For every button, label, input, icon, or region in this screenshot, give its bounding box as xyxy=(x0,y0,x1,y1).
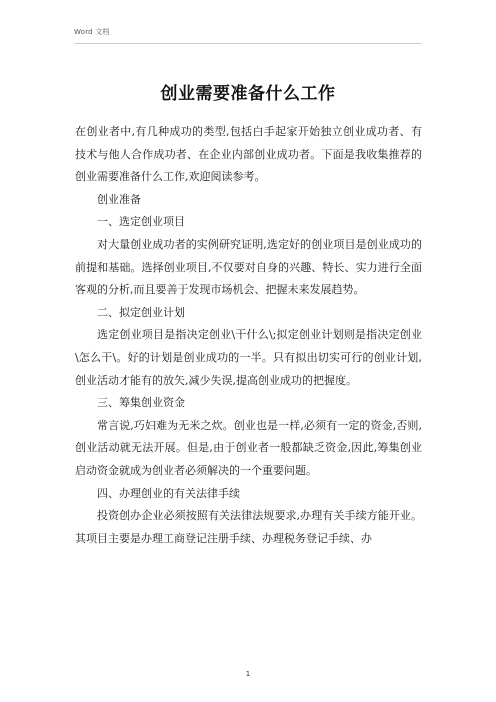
section-heading: 三、筹集创业资金 xyxy=(97,396,185,410)
header-divider xyxy=(74,43,422,44)
section-heading: 一、选定创业项目 xyxy=(97,215,185,229)
page-number: 1 xyxy=(245,670,251,678)
section-heading: 二、拟定创业计划 xyxy=(97,305,185,319)
paragraph: 选定创业项目是指决定创业\干什么\;拟定创业计划则是指决定创业\怎么干\。好的计划是创业成功的一半。只有拟出切实可行的创业计划,创业活动才能有的放矢,减少失误,提高创业成功的把握度。 xyxy=(75,328,422,387)
document-body xyxy=(75,121,422,550)
paragraph: 在创业者中,有几种成功的类型,包括白手起家开始独立创业成功者、有技术与他人合作成功者、在企业内部创业成功者。下面是我收集推荐的创业需要准备什么工作,欢迎阅读参考。 xyxy=(75,125,422,184)
document-title: 创业需要准备什么工作 xyxy=(160,84,336,104)
section-heading: 四、办理创业的有关法律手续 xyxy=(97,486,240,500)
paragraph: 对大量创业成功者的实例研究证明,选定好的创业项目是创业成功的前提和基础。选择创业项目,不仅要对自身的兴趣、特长、实力进行全面客观的分析,而且要善于发现市场机会、把握未来发展趋势。 xyxy=(75,237,422,297)
header-label: Word 文档 xyxy=(74,28,110,36)
section-heading: 创业准备 xyxy=(97,192,141,206)
paragraph: 投资创办企业必须按照有关法律法规要求,办理有关手续方能开业。其项目主要是办理工商登记注册手续、办理税务登记手续、办 xyxy=(75,509,422,545)
paragraph: 常言说,巧妇难为无米之炊。创业也是一样,必须有一定的资金,否则,创业活动就无法开展。但是,由于创业者一般都缺乏资金,因此,筹集创业启动资金就成为创业者必须解决的一个重要问题。 xyxy=(75,418,422,477)
